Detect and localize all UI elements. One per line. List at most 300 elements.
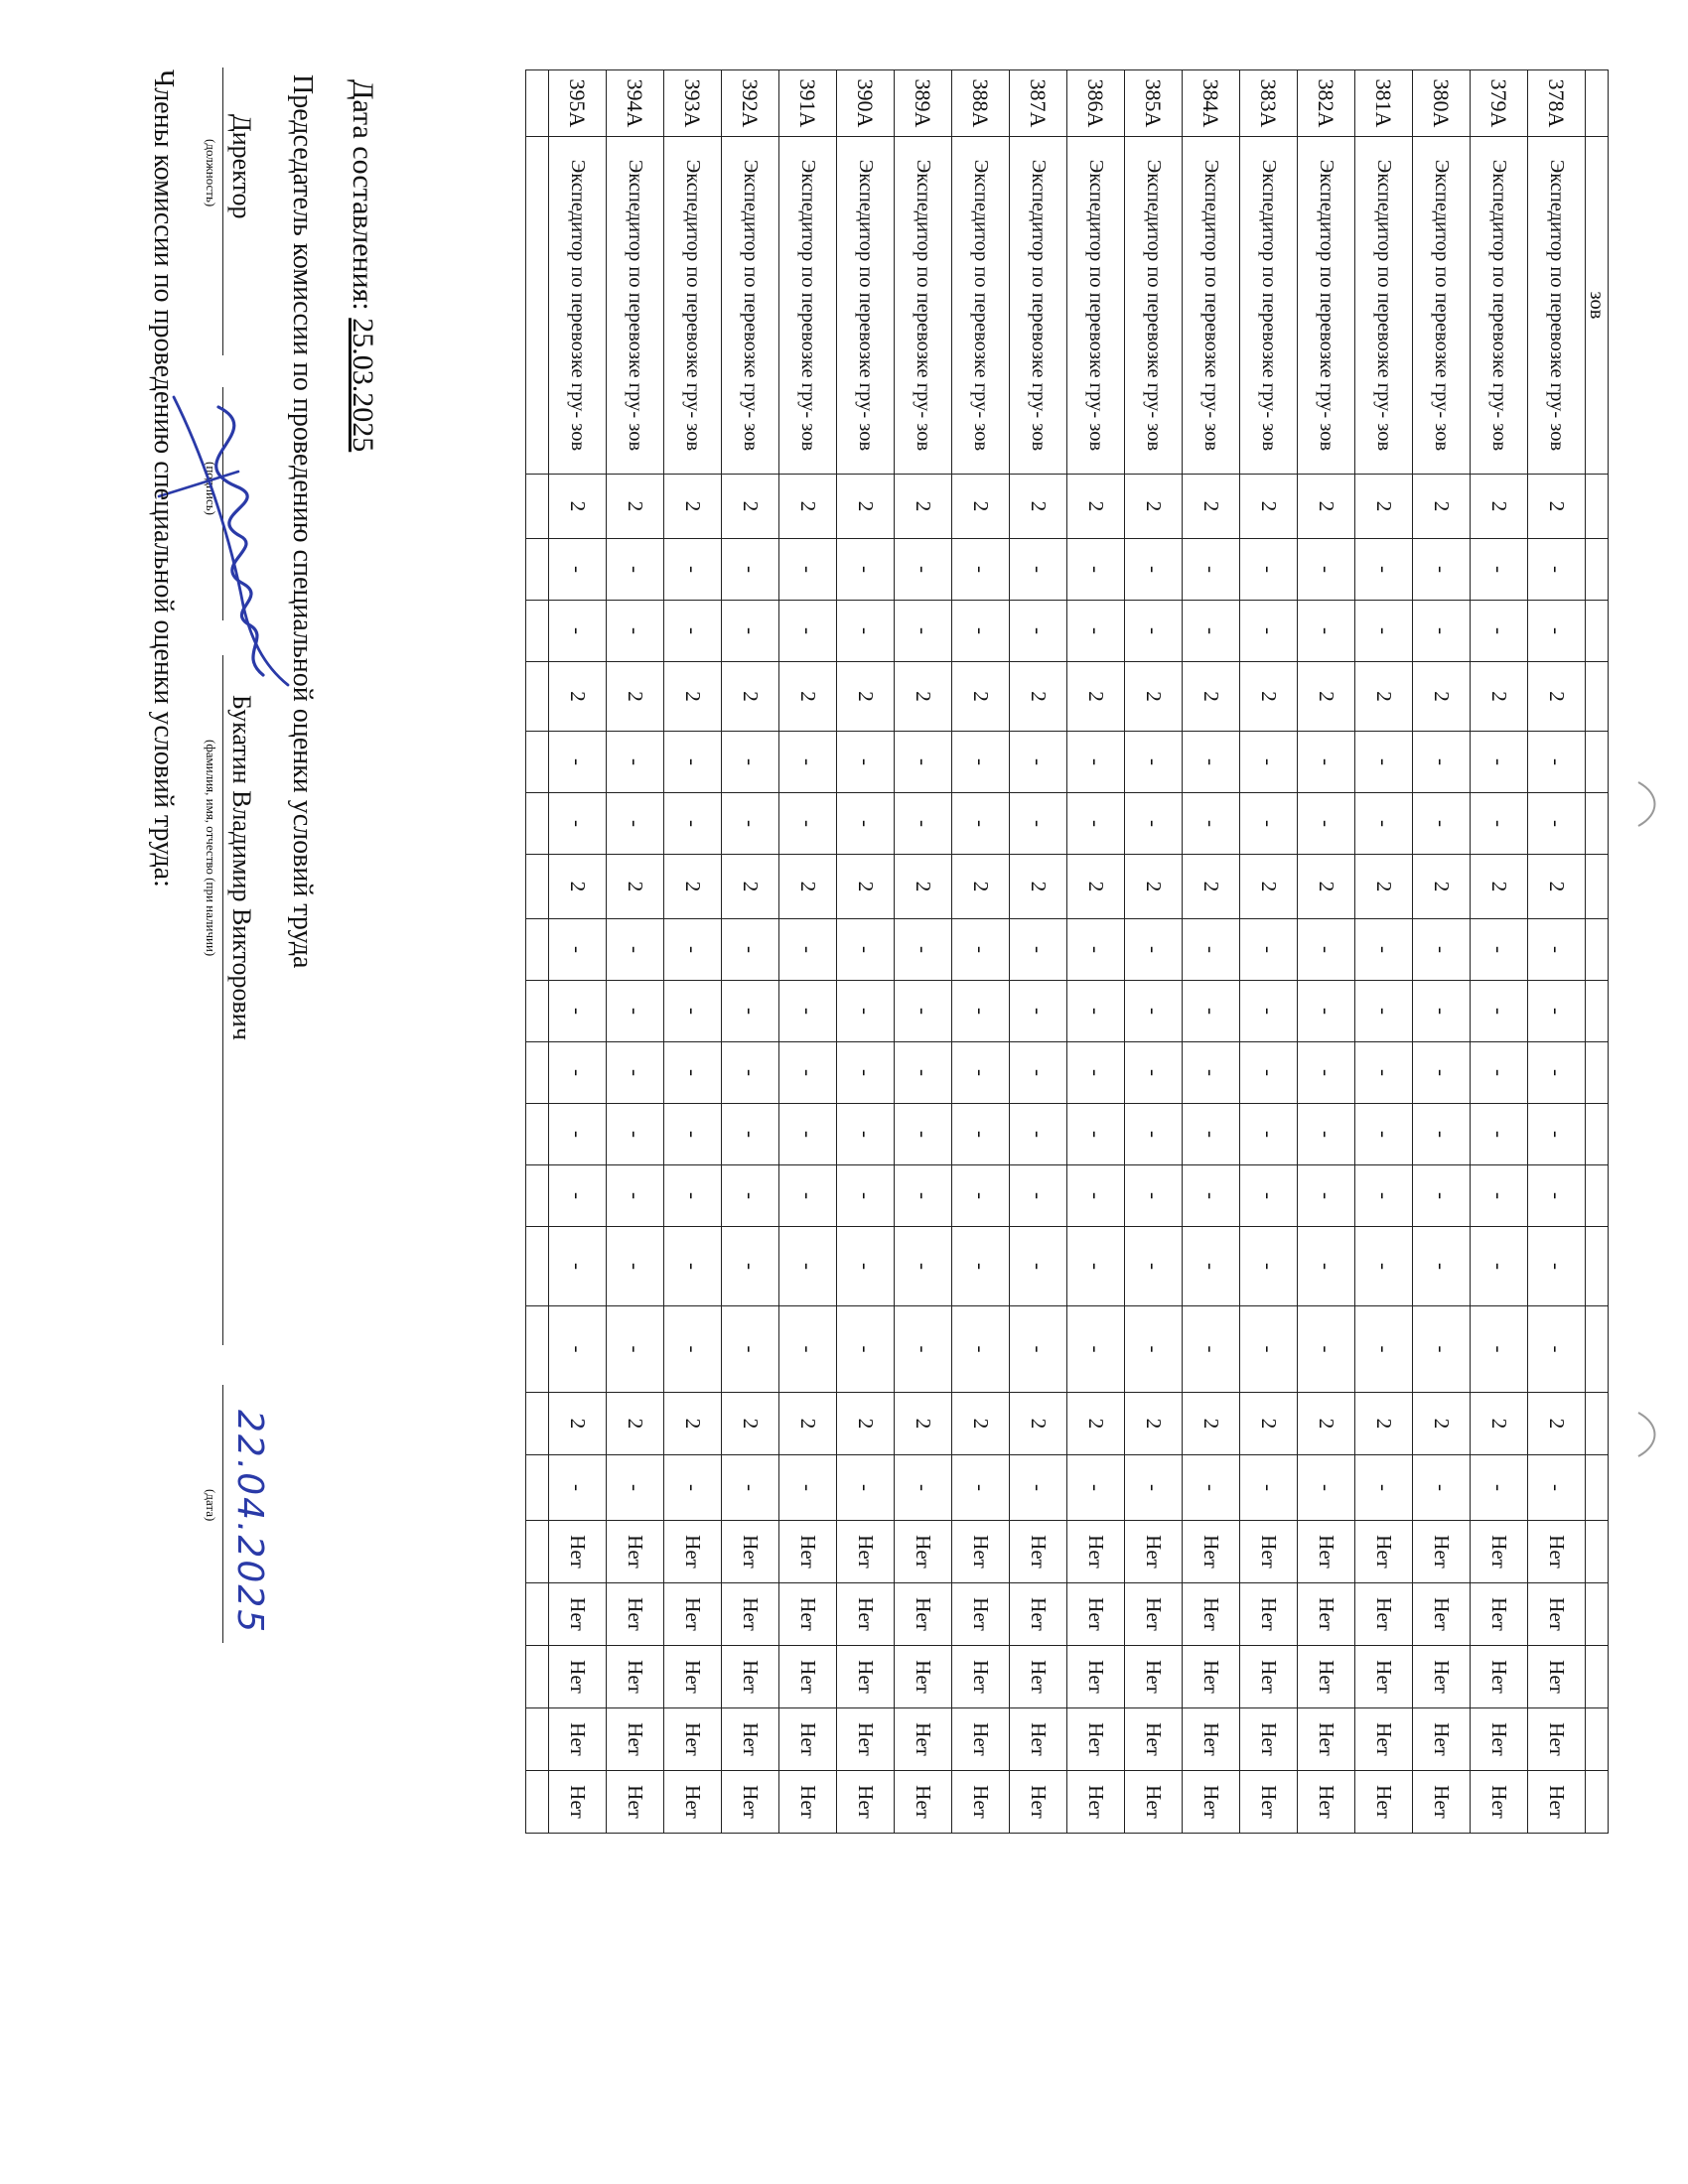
value-cell: -	[1528, 539, 1586, 601]
value-cell: -	[1413, 1306, 1471, 1393]
table-row	[1240, 70, 1298, 1834]
value-cell: -	[607, 919, 664, 981]
value-cell: 2	[1298, 662, 1355, 732]
value-cell: Нет	[1528, 1771, 1586, 1834]
value-cell: -	[1528, 1165, 1586, 1227]
value-cell: -	[664, 1455, 722, 1521]
value-cell: -	[549, 1227, 607, 1306]
value-cell: -	[1240, 539, 1298, 601]
value-cell: -	[1183, 539, 1240, 601]
value-cell: -	[722, 732, 779, 793]
signed-date: 22.04.2025	[229, 1410, 270, 1635]
table-cell	[1586, 919, 1609, 981]
value-cell: -	[1067, 919, 1125, 981]
value-cell: -	[1240, 1306, 1298, 1393]
value-cell: -	[1355, 1227, 1413, 1306]
table-row	[952, 70, 1010, 1834]
value-cell: -	[1528, 981, 1586, 1042]
value-cell: -	[1067, 1042, 1125, 1104]
value-cell: -	[1413, 1455, 1471, 1521]
value-cell: -	[895, 601, 952, 662]
value-cell: 2	[664, 1393, 722, 1455]
value-cell: Нет	[1183, 1646, 1240, 1708]
value-cell: 2	[664, 662, 722, 732]
table-cell	[526, 1306, 549, 1393]
value-cell: -	[895, 1306, 952, 1393]
value-cell: 2	[722, 855, 779, 919]
value-cell: -	[1528, 601, 1586, 662]
value-cell: Нет	[1298, 1771, 1355, 1834]
table-cell	[1586, 539, 1609, 601]
value-cell: Нет	[1067, 1583, 1125, 1646]
value-cell: Нет	[664, 1646, 722, 1708]
value-cell: 2	[1125, 475, 1183, 539]
value-cell: -	[722, 1227, 779, 1306]
value-cell: Нет	[952, 1708, 1010, 1771]
value-cell: -	[1125, 981, 1183, 1042]
value-cell: Нет	[607, 1708, 664, 1771]
name-value: Букатин Владимир Викторович	[227, 695, 256, 1040]
value-cell: Нет	[1010, 1708, 1067, 1771]
value-cell: Нет	[1355, 1583, 1413, 1646]
value-cell: -	[1010, 981, 1067, 1042]
value-cell: -	[664, 601, 722, 662]
value-cell: -	[895, 1165, 952, 1227]
value-cell: -	[1298, 1306, 1355, 1393]
value-cell: Нет	[1125, 1646, 1183, 1708]
value-cell: 2	[1125, 662, 1183, 732]
value-cell: Нет	[837, 1646, 895, 1708]
value-cell: -	[952, 601, 1010, 662]
value-cell: -	[607, 601, 664, 662]
value-cell: -	[722, 1104, 779, 1165]
value-cell: -	[1413, 1042, 1471, 1104]
value-cell: -	[722, 919, 779, 981]
table-cell	[1586, 1521, 1609, 1583]
value-cell: -	[779, 981, 837, 1042]
value-cell: -	[1413, 732, 1471, 793]
value-cell: -	[1240, 981, 1298, 1042]
table-cell	[526, 1393, 549, 1455]
value-cell: -	[1010, 601, 1067, 662]
value-cell: -	[779, 732, 837, 793]
value-cell: -	[952, 793, 1010, 855]
value-cell: 2	[895, 662, 952, 732]
table-cell	[526, 539, 549, 601]
value-cell: -	[779, 1227, 837, 1306]
value-cell: Нет	[1183, 1583, 1240, 1646]
value-cell: -	[837, 601, 895, 662]
row-number: 385А	[1125, 70, 1183, 137]
profession-cell: Экспедитор по перевозке гру- зов	[1125, 137, 1183, 475]
row-number: 395А	[549, 70, 607, 137]
table-cell	[526, 793, 549, 855]
value-cell: Нет	[1010, 1583, 1067, 1646]
value-cell: -	[1298, 539, 1355, 601]
value-cell: 2	[1240, 1393, 1298, 1455]
row-number: 386А	[1067, 70, 1125, 137]
table-cell	[526, 1583, 549, 1646]
value-cell: Нет	[549, 1771, 607, 1834]
value-cell: -	[837, 1104, 895, 1165]
value-cell: 2	[1240, 475, 1298, 539]
value-cell: Нет	[1183, 1708, 1240, 1771]
table-row	[722, 70, 779, 1834]
value-cell: 2	[1183, 475, 1240, 539]
value-cell: Нет	[1355, 1708, 1413, 1771]
table-cell	[1586, 981, 1609, 1042]
value-cell: -	[1183, 793, 1240, 855]
value-cell: Нет	[549, 1521, 607, 1583]
compilation-date	[346, 79, 379, 452]
value-cell: -	[779, 1104, 837, 1165]
punch-hole-mark	[1628, 1405, 1668, 1464]
value-cell: 2	[1067, 662, 1125, 732]
value-cell: -	[1010, 1306, 1067, 1393]
value-cell: -	[1067, 1306, 1125, 1393]
value-cell: Нет	[549, 1583, 607, 1646]
value-cell: -	[837, 793, 895, 855]
table-cell	[526, 919, 549, 981]
row-number: 392А	[722, 70, 779, 137]
value-cell: -	[1471, 1455, 1528, 1521]
value-cell: 2	[779, 1393, 837, 1455]
value-cell: -	[1010, 793, 1067, 855]
value-cell: -	[1010, 1455, 1067, 1521]
value-cell: Нет	[779, 1583, 837, 1646]
value-cell: 2	[1183, 1393, 1240, 1455]
value-cell: Нет	[1010, 1521, 1067, 1583]
value-cell: -	[952, 919, 1010, 981]
value-cell: Нет	[722, 1521, 779, 1583]
value-cell: Нет	[837, 1771, 895, 1834]
row-number: 391А	[779, 70, 837, 137]
table-row	[1125, 70, 1183, 1834]
value-cell: -	[779, 1306, 837, 1393]
table-cell	[1586, 1227, 1609, 1306]
value-cell: -	[1125, 1306, 1183, 1393]
table-cell	[1586, 662, 1609, 732]
value-cell: -	[1240, 1165, 1298, 1227]
table-cell	[1586, 475, 1609, 539]
value-cell: Нет	[1528, 1521, 1586, 1583]
table-row-fragment	[1586, 70, 1609, 1834]
value-cell: 2	[664, 855, 722, 919]
value-cell: -	[1067, 1104, 1125, 1165]
value-cell: -	[895, 732, 952, 793]
profession-cell: Экспедитор по перевозке гру- зов	[1067, 137, 1125, 475]
value-cell: Нет	[1010, 1771, 1067, 1834]
name-caption: (фамилия, имя, отчество (при наличии)	[204, 740, 218, 957]
position-line	[222, 68, 223, 355]
value-cell: 2	[607, 475, 664, 539]
value-cell: -	[779, 601, 837, 662]
row-number: 393А	[664, 70, 722, 137]
value-cell: -	[1183, 1306, 1240, 1393]
profession-cell: Экспедитор по перевозке гру- зов	[607, 137, 664, 475]
value-cell: Нет	[1528, 1646, 1586, 1708]
value-cell: Нет	[1240, 1583, 1298, 1646]
value-cell: -	[549, 919, 607, 981]
value-cell: 2	[1240, 855, 1298, 919]
value-cell: Нет	[1413, 1583, 1471, 1646]
value-cell: 2	[1298, 855, 1355, 919]
value-cell: 2	[1067, 1393, 1125, 1455]
table-row	[837, 70, 895, 1834]
row-number: 394А	[607, 70, 664, 137]
value-cell: 2	[549, 662, 607, 732]
value-cell: -	[549, 601, 607, 662]
value-cell: 2	[1355, 475, 1413, 539]
value-cell: 2	[779, 855, 837, 919]
value-cell: -	[1183, 1227, 1240, 1306]
value-cell: -	[1298, 601, 1355, 662]
value-cell: Нет	[607, 1646, 664, 1708]
value-cell: -	[722, 793, 779, 855]
value-cell: 2	[1528, 1393, 1586, 1455]
value-cell: Нет	[895, 1521, 952, 1583]
value-cell: -	[1067, 981, 1125, 1042]
value-cell: -	[549, 1165, 607, 1227]
value-cell: -	[1183, 732, 1240, 793]
value-cell: -	[664, 1227, 722, 1306]
table-body	[526, 70, 1609, 1834]
value-cell: Нет	[1413, 1521, 1471, 1583]
value-cell: -	[1413, 981, 1471, 1042]
value-cell: Нет	[1067, 1521, 1125, 1583]
value-cell: Нет	[837, 1583, 895, 1646]
value-cell: -	[1413, 601, 1471, 662]
table-row	[1010, 70, 1067, 1834]
value-cell: -	[1298, 793, 1355, 855]
value-cell: -	[607, 1306, 664, 1393]
value-cell: -	[779, 1165, 837, 1227]
table-cell	[526, 1165, 549, 1227]
profession-cell: Экспедитор по перевозке гру- зов	[1183, 137, 1240, 475]
value-cell: -	[1067, 1165, 1125, 1227]
value-cell: Нет	[1010, 1646, 1067, 1708]
value-cell: 2	[837, 475, 895, 539]
value-cell: Нет	[664, 1708, 722, 1771]
value-cell: -	[837, 1306, 895, 1393]
table-cell	[1586, 601, 1609, 662]
results-table	[525, 69, 1609, 1834]
value-cell: Нет	[779, 1646, 837, 1708]
value-cell: -	[664, 1306, 722, 1393]
value-cell: -	[1125, 732, 1183, 793]
table-cell	[1586, 1042, 1609, 1104]
value-cell: 2	[1413, 855, 1471, 919]
row-number: 390А	[837, 70, 895, 137]
value-cell: -	[779, 539, 837, 601]
value-cell: 2	[1010, 1393, 1067, 1455]
value-cell: -	[837, 1227, 895, 1306]
value-cell: Нет	[837, 1521, 895, 1583]
value-cell: -	[722, 1165, 779, 1227]
value-cell: -	[1240, 601, 1298, 662]
row-number: 387А	[1010, 70, 1067, 137]
profession-cell: Экспедитор по перевозке гру- зов	[895, 137, 952, 475]
value-cell: Нет	[952, 1646, 1010, 1708]
value-cell: 2	[952, 662, 1010, 732]
value-cell: 2	[1183, 855, 1240, 919]
value-cell: Нет	[895, 1708, 952, 1771]
value-cell: -	[1355, 919, 1413, 981]
row-number: 381А	[1355, 70, 1413, 137]
value-cell: -	[1010, 539, 1067, 601]
value-cell: Нет	[1471, 1646, 1528, 1708]
value-cell: -	[952, 1104, 1010, 1165]
value-cell: -	[1125, 1042, 1183, 1104]
value-cell: Нет	[1528, 1708, 1586, 1771]
value-cell: 2	[549, 475, 607, 539]
value-cell: -	[607, 1165, 664, 1227]
value-cell: -	[1240, 732, 1298, 793]
profession-cell: Экспедитор по перевозке гру- зов	[1528, 137, 1586, 475]
value-cell: Нет	[779, 1771, 837, 1834]
value-cell: -	[1355, 981, 1413, 1042]
value-cell: 2	[1010, 855, 1067, 919]
value-cell: -	[1355, 1306, 1413, 1393]
value-cell: 2	[837, 662, 895, 732]
value-cell: -	[1240, 919, 1298, 981]
profession-cell: Экспедитор по перевозке гру- зов	[837, 137, 895, 475]
row-number: 378А	[1528, 70, 1586, 137]
chair-heading: Председатель комиссии по проведению специальной оценки условий труда	[287, 74, 318, 969]
value-cell: 2	[837, 1393, 895, 1455]
value-cell: 2	[1355, 1393, 1413, 1455]
value-cell: 2	[1125, 1393, 1183, 1455]
value-cell: Нет	[1413, 1708, 1471, 1771]
value-cell: Нет	[895, 1771, 952, 1834]
value-cell: Нет	[952, 1771, 1010, 1834]
value-cell: -	[895, 981, 952, 1042]
table-cell	[526, 1104, 549, 1165]
value-cell: Нет	[1067, 1771, 1125, 1834]
value-cell: -	[549, 793, 607, 855]
table-cell	[1586, 1708, 1609, 1771]
table-row-fragment	[526, 70, 549, 1834]
value-cell: Нет	[1471, 1771, 1528, 1834]
value-cell: -	[1183, 601, 1240, 662]
value-cell: 2	[1528, 855, 1586, 919]
value-cell: -	[607, 1104, 664, 1165]
table-cell	[1586, 1104, 1609, 1165]
value-cell: -	[549, 539, 607, 601]
value-cell: -	[607, 1042, 664, 1104]
table-cell	[526, 732, 549, 793]
value-cell: -	[895, 919, 952, 981]
sign-date-line	[222, 1385, 223, 1643]
value-cell: Нет	[549, 1708, 607, 1771]
value-cell: -	[1298, 1227, 1355, 1306]
value-cell: Нет	[1528, 1583, 1586, 1646]
value-cell: -	[664, 732, 722, 793]
value-cell: -	[722, 539, 779, 601]
value-cell: 2	[837, 855, 895, 919]
table-row	[895, 70, 952, 1834]
value-cell: -	[607, 793, 664, 855]
table-cell	[526, 1042, 549, 1104]
date-label: Дата составления:	[347, 79, 379, 311]
value-cell: 2	[895, 855, 952, 919]
value-cell: -	[1125, 1104, 1183, 1165]
value-cell: -	[1471, 1165, 1528, 1227]
value-cell: Нет	[1355, 1521, 1413, 1583]
table-row	[607, 70, 664, 1834]
profession-cell: Экспедитор по перевозке гру- зов	[664, 137, 722, 475]
value-cell: Нет	[1067, 1708, 1125, 1771]
value-cell: Нет	[1240, 1708, 1298, 1771]
value-cell: -	[664, 919, 722, 981]
value-cell: -	[952, 1165, 1010, 1227]
date-value: 25.03.2025	[347, 318, 379, 453]
value-cell: Нет	[1067, 1646, 1125, 1708]
value-cell: -	[1355, 601, 1413, 662]
table-row	[1183, 70, 1240, 1834]
row-number: 384А	[1183, 70, 1240, 137]
value-cell: Нет	[722, 1583, 779, 1646]
value-cell: Нет	[779, 1521, 837, 1583]
value-cell: -	[664, 1104, 722, 1165]
value-cell: -	[1240, 793, 1298, 855]
value-cell: Нет	[722, 1771, 779, 1834]
value-cell: -	[952, 732, 1010, 793]
value-cell: -	[952, 1306, 1010, 1393]
value-cell: -	[1183, 1104, 1240, 1165]
value-cell: -	[952, 1455, 1010, 1521]
value-cell: -	[1298, 1455, 1355, 1521]
value-cell: -	[549, 732, 607, 793]
value-cell: -	[1240, 1104, 1298, 1165]
value-cell: Нет	[1413, 1646, 1471, 1708]
table-row	[779, 70, 837, 1834]
value-cell: Нет	[1125, 1521, 1183, 1583]
value-cell: 2	[952, 1393, 1010, 1455]
value-cell: Нет	[779, 1708, 837, 1771]
table-cell	[526, 475, 549, 539]
value-cell: 2	[1413, 475, 1471, 539]
value-cell: -	[895, 1455, 952, 1521]
table-cell	[1586, 1393, 1609, 1455]
value-cell: -	[1355, 1165, 1413, 1227]
value-cell: Нет	[1471, 1708, 1528, 1771]
value-cell: -	[1528, 919, 1586, 981]
value-cell: -	[895, 539, 952, 601]
table-cell	[526, 1771, 549, 1834]
table-cell	[1586, 1306, 1609, 1393]
value-cell: 2	[607, 855, 664, 919]
position-value: Директор	[227, 114, 256, 219]
date-caption: (дата)	[204, 1489, 218, 1522]
table-cell	[1586, 855, 1609, 919]
table-cell	[526, 662, 549, 732]
value-cell: -	[837, 1165, 895, 1227]
value-cell: -	[1125, 539, 1183, 601]
value-cell: -	[1471, 793, 1528, 855]
value-cell: -	[1413, 1227, 1471, 1306]
profession-cell: зов	[1586, 137, 1609, 475]
value-cell: -	[837, 981, 895, 1042]
table-cell	[526, 1455, 549, 1521]
value-cell: -	[1067, 1227, 1125, 1306]
value-cell: -	[952, 981, 1010, 1042]
table-row	[1067, 70, 1125, 1834]
value-cell: -	[1010, 1042, 1067, 1104]
value-cell: Нет	[1471, 1521, 1528, 1583]
value-cell: 2	[722, 662, 779, 732]
value-cell: -	[1413, 793, 1471, 855]
